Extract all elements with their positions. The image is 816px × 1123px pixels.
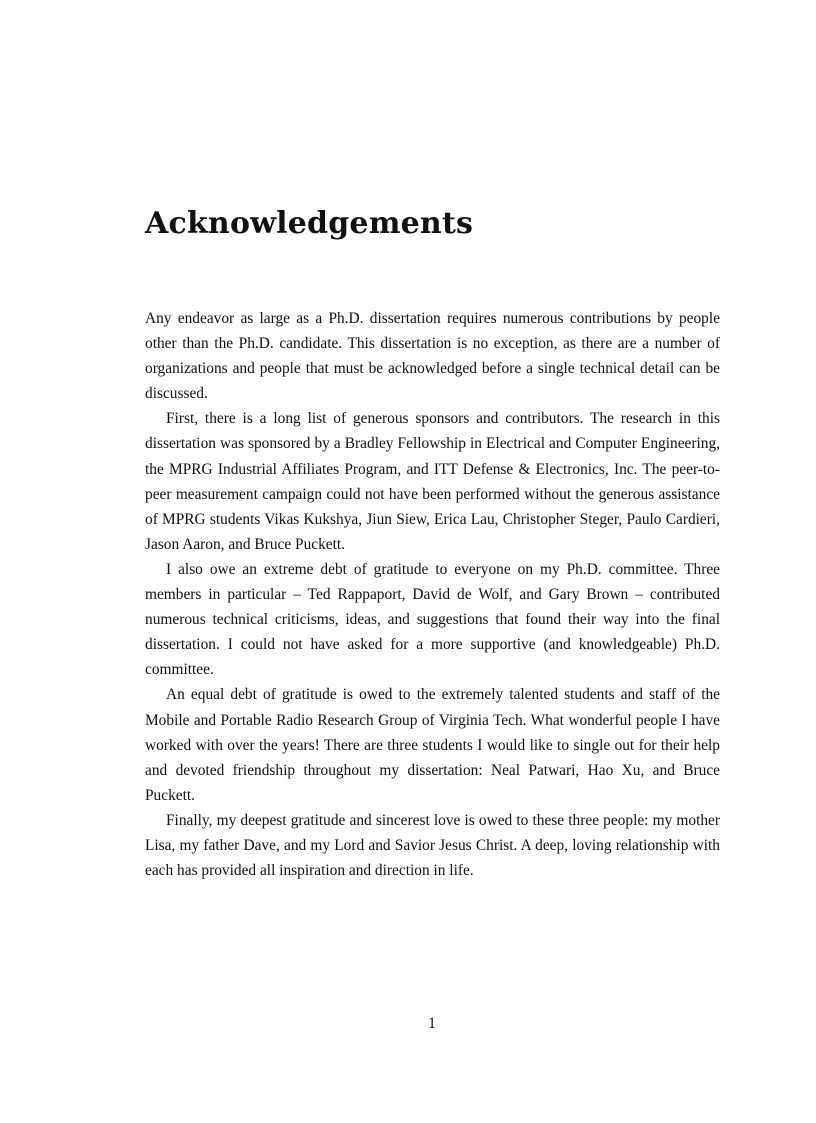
body-text <box>145 306 720 883</box>
page-title: Acknowledgements <box>145 206 474 241</box>
paragraph-students: An equal debt of gratitude is owed to the extremely talented students and staff of the Mobile and Portable Radio Research Group of Virginia Tech. What wonderful people I have worked with over the years! There are three students I would like to single out for their help and devoted friendship throughout my dissertation: Neal Patwari, Hao Xu, and Bruce Puckett. <box>145 686 720 804</box>
page-number: 1 <box>428 1015 436 1032</box>
paragraph-sponsors: First, there is a long list of generous sponsors and contributors. The research in this dissertation was sponsored by a Bradley Fellowship in Electrical and Computer Engineering, the MPRG Industrial Affiliates Program, and ITT Defense & Electronics, Inc. The peer-to-peer measurement campaign could not have been performed without the generous assistance of MPRG students Vikas Kukshya, Jiun Siew, Erica Lau, Christopher Steger, Paulo Cardieri, Jason Aaron, and Bruce Puckett. <box>145 410 720 553</box>
paragraph-intro: Any endeavor as large as a Ph.D. dissertation requires numerous contributions by people other than the Ph.D. candidate. This dissertation is no exception, as there are a number of organizations and people that must be acknowledged before a single technical detail can be discussed. <box>145 310 720 403</box>
paragraph-committee: I also owe an extreme debt of gratitude to everyone on my Ph.D. committee. Three members in particular – Ted Rappaport, David de Wolf, and Gary Brown – contributed numerous technical criticisms, ideas, and suggestions that found their way into the final dissertation. I could not have asked for a more supportive (and knowledgeable) Ph.D. committee. <box>145 560 720 679</box>
paragraph-family: Finally, my deepest gratitude and sincerest love is owed to these three people: my mother Lisa, my father Dave, and my Lord and Savior Jesus Christ. A deep, loving relationship with each has provided all inspiration and direction in life. <box>145 811 720 880</box>
